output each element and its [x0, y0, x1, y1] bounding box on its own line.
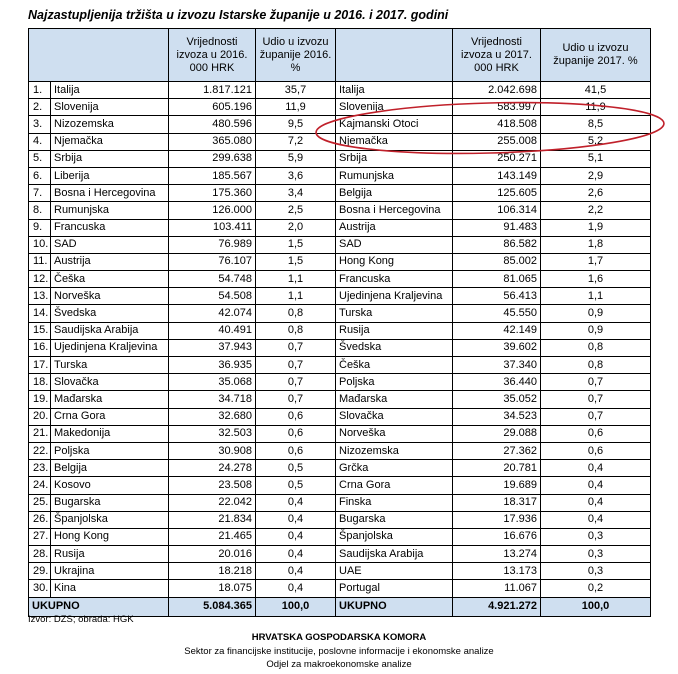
share-2016-cell: 0,5	[256, 477, 336, 494]
value-2017-cell: 45.550	[453, 305, 541, 322]
rank-cell: 21.	[29, 425, 51, 442]
value-2017-cell: 17.936	[453, 511, 541, 528]
country-2017-cell: Španjolska	[336, 528, 453, 545]
value-2017-cell: 255.008	[453, 133, 541, 150]
rank-cell: 28.	[29, 546, 51, 563]
share-2017-cell: 41,5	[541, 82, 651, 99]
table-row	[29, 339, 651, 356]
country-2016-cell: Ujedinjena Kraljevina	[51, 339, 169, 356]
share-2016-cell: 0,4	[256, 580, 336, 597]
table-row	[29, 253, 651, 270]
value-2017-cell: 81.065	[453, 271, 541, 288]
table-row	[29, 391, 651, 408]
share-2016-cell: 9,5	[256, 116, 336, 133]
share-2017-cell: 0,6	[541, 442, 651, 459]
share-2016-cell: 0,4	[256, 546, 336, 563]
share-2016-cell: 3,6	[256, 167, 336, 184]
share-2016-cell: 0,7	[256, 357, 336, 374]
country-2016-cell: Kosovo	[51, 477, 169, 494]
value-2017-cell: 106.314	[453, 202, 541, 219]
country-2017-cell: Bugarska	[336, 511, 453, 528]
value-2017-cell: 13.173	[453, 563, 541, 580]
table-row	[29, 546, 651, 563]
value-2016-cell: 185.567	[169, 167, 256, 184]
value-2016-cell: 42.074	[169, 305, 256, 322]
country-2017-cell: UAE	[336, 563, 453, 580]
country-2017-cell: Italija	[336, 82, 453, 99]
footer-sector: Sektor za financijske institucije, poslovne informacije i ekonomske analize	[184, 646, 494, 657]
rank-cell: 11.	[29, 253, 51, 270]
value-2016-cell: 37.943	[169, 339, 256, 356]
source-note: Izvor: DZS; obrada: HGK	[28, 614, 134, 625]
table-row	[29, 133, 651, 150]
value-2016-cell: 126.000	[169, 202, 256, 219]
rank-cell: 1.	[29, 82, 51, 99]
share-2016-cell: 0,7	[256, 391, 336, 408]
value-2016-cell: 40.491	[169, 322, 256, 339]
country-2016-cell: Nizozemska	[51, 116, 169, 133]
table-row	[29, 236, 651, 253]
value-2016-cell: 30.908	[169, 442, 256, 459]
share-2017-cell: 0,7	[541, 408, 651, 425]
value-2017-cell: 56.413	[453, 288, 541, 305]
share-2016-cell: 7,2	[256, 133, 336, 150]
country-2016-cell: Poljska	[51, 442, 169, 459]
country-2017-cell: Švedska	[336, 339, 453, 356]
table-row	[29, 374, 651, 391]
rank-cell: 15.	[29, 322, 51, 339]
share-2017-cell: 0,8	[541, 339, 651, 356]
country-2016-cell: Francuska	[51, 219, 169, 236]
table-row	[29, 408, 651, 425]
share-2016-cell: 0,4	[256, 528, 336, 545]
value-2016-cell: 22.042	[169, 494, 256, 511]
share-2017-cell: 1,1	[541, 288, 651, 305]
table-row	[29, 185, 651, 202]
rank-cell: 6.	[29, 167, 51, 184]
value-2017-cell: 36.440	[453, 374, 541, 391]
share-2017-cell: 0,9	[541, 322, 651, 339]
country-2016-cell: Hong Kong	[51, 528, 169, 545]
share-2016-cell: 3,4	[256, 185, 336, 202]
value-2017-cell: 2.042.698	[453, 82, 541, 99]
rank-cell: 26.	[29, 511, 51, 528]
country-2017-cell: Kajmanski Otoci	[336, 116, 453, 133]
country-2016-cell: Makedonija	[51, 425, 169, 442]
country-2017-cell: Hong Kong	[336, 253, 453, 270]
country-2016-cell: Slovenija	[51, 99, 169, 116]
share-2017-cell: 2,9	[541, 167, 651, 184]
rank-cell: 2.	[29, 99, 51, 116]
share-2016-cell: 0,6	[256, 425, 336, 442]
country-2017-cell: Grčka	[336, 460, 453, 477]
rank-cell: 23.	[29, 460, 51, 477]
share-2017-cell: 11,9	[541, 99, 651, 116]
table-row	[29, 82, 651, 99]
table-row	[29, 99, 651, 116]
table-row	[29, 477, 651, 494]
value-2016-cell: 76.107	[169, 253, 256, 270]
share-2017-cell: 1,6	[541, 271, 651, 288]
rank-cell: 5.	[29, 150, 51, 167]
table-row	[29, 442, 651, 459]
rank-cell: 12.	[29, 271, 51, 288]
total-label-2016: UKUPNO	[29, 597, 169, 616]
country-2016-cell: Bugarska	[51, 494, 169, 511]
rank-cell: 25.	[29, 494, 51, 511]
value-2016-cell: 32.503	[169, 425, 256, 442]
country-2017-cell: Rusija	[336, 322, 453, 339]
share-2016-cell: 1,5	[256, 253, 336, 270]
share-2017-cell: 0,6	[541, 425, 651, 442]
share-2017-cell: 0,4	[541, 477, 651, 494]
rank-cell: 16.	[29, 339, 51, 356]
table-row	[29, 563, 651, 580]
country-2016-cell: Crna Gora	[51, 408, 169, 425]
value-2016-cell: 21.465	[169, 528, 256, 545]
rank-cell: 9.	[29, 219, 51, 236]
table-row	[29, 322, 651, 339]
table-row	[29, 271, 651, 288]
value-2017-cell: 19.689	[453, 477, 541, 494]
share-2016-cell: 0,4	[256, 511, 336, 528]
value-2016-cell: 365.080	[169, 133, 256, 150]
value-2016-cell: 35.068	[169, 374, 256, 391]
share-2017-cell: 0,8	[541, 357, 651, 374]
country-2016-cell: Rusija	[51, 546, 169, 563]
value-2017-cell: 13.274	[453, 546, 541, 563]
header-value-2016: Vrijednosti izvoza u 2016. 000 HRK	[169, 29, 256, 82]
share-2016-cell: 0,4	[256, 563, 336, 580]
country-2017-cell: Češka	[336, 357, 453, 374]
table-row	[29, 202, 651, 219]
table-row	[29, 116, 651, 133]
share-2016-cell: 1,5	[256, 236, 336, 253]
value-2017-cell: 11.067	[453, 580, 541, 597]
share-2017-cell: 0,7	[541, 391, 651, 408]
share-2017-cell: 5,2	[541, 133, 651, 150]
share-2017-cell: 8,5	[541, 116, 651, 133]
country-2017-cell: Bosna i Hercegovina	[336, 202, 453, 219]
table-row	[29, 528, 651, 545]
table-row	[29, 580, 651, 597]
value-2016-cell: 175.360	[169, 185, 256, 202]
rank-cell: 7.	[29, 185, 51, 202]
value-2016-cell: 54.508	[169, 288, 256, 305]
country-2016-cell: SAD	[51, 236, 169, 253]
share-2016-cell: 0,6	[256, 408, 336, 425]
share-2016-cell: 2,5	[256, 202, 336, 219]
table-title: Najzastupljenija tržišta u izvozu Istarske županije u 2016. i 2017. godini	[28, 8, 449, 22]
value-2016-cell: 1.817.121	[169, 82, 256, 99]
country-2016-cell: Ukrajina	[51, 563, 169, 580]
share-2017-cell: 0,3	[541, 563, 651, 580]
share-2016-cell: 0,4	[256, 494, 336, 511]
country-2016-cell: Slovačka	[51, 374, 169, 391]
table-body	[29, 29, 651, 617]
share-2016-cell: 0,7	[256, 374, 336, 391]
export-markets-table	[28, 28, 651, 617]
value-2016-cell: 23.508	[169, 477, 256, 494]
country-2016-cell: Austrija	[51, 253, 169, 270]
rank-cell: 17.	[29, 357, 51, 374]
country-2017-cell: Nizozemska	[336, 442, 453, 459]
rank-cell: 22.	[29, 442, 51, 459]
share-2016-cell: 1,1	[256, 271, 336, 288]
value-2017-cell: 34.523	[453, 408, 541, 425]
value-2017-cell: 16.676	[453, 528, 541, 545]
value-2017-cell: 125.605	[453, 185, 541, 202]
share-2017-cell: 1,8	[541, 236, 651, 253]
rank-cell: 14.	[29, 305, 51, 322]
value-2016-cell: 36.935	[169, 357, 256, 374]
table-row	[29, 494, 651, 511]
country-2017-cell: Srbija	[336, 150, 453, 167]
share-2017-cell: 0,4	[541, 511, 651, 528]
share-2016-cell: 0,8	[256, 322, 336, 339]
share-2017-cell: 0,4	[541, 494, 651, 511]
value-2017-cell: 250.271	[453, 150, 541, 167]
country-2016-cell: Liberija	[51, 167, 169, 184]
share-2016-cell: 0,6	[256, 442, 336, 459]
country-2017-cell: Belgija	[336, 185, 453, 202]
country-2016-cell: Rumunjska	[51, 202, 169, 219]
country-2017-cell: SAD	[336, 236, 453, 253]
rank-cell: 18.	[29, 374, 51, 391]
table-row	[29, 150, 651, 167]
header-share-2016: Udio u izvozu županije 2016. %	[256, 29, 336, 82]
value-2016-cell: 20.016	[169, 546, 256, 563]
header-row	[29, 29, 651, 82]
share-2016-cell: 2,0	[256, 219, 336, 236]
table-row	[29, 167, 651, 184]
share-2017-cell: 0,9	[541, 305, 651, 322]
share-2017-cell: 0,4	[541, 460, 651, 477]
rank-cell: 10.	[29, 236, 51, 253]
country-2017-cell: Portugal	[336, 580, 453, 597]
total-share-2016: 100,0	[256, 597, 336, 616]
country-2017-cell: Njemačka	[336, 133, 453, 150]
table-row	[29, 219, 651, 236]
value-2016-cell: 76.989	[169, 236, 256, 253]
value-2017-cell: 143.149	[453, 167, 541, 184]
country-2016-cell: Njemačka	[51, 133, 169, 150]
country-2017-cell: Austrija	[336, 219, 453, 236]
value-2017-cell: 42.149	[453, 322, 541, 339]
country-2017-cell: Rumunjska	[336, 167, 453, 184]
rank-cell: 13.	[29, 288, 51, 305]
total-label-2017: UKUPNO	[336, 597, 453, 616]
country-2016-cell: Srbija	[51, 150, 169, 167]
rank-cell: 20.	[29, 408, 51, 425]
country-2016-cell: Češka	[51, 271, 169, 288]
rank-cell: 4.	[29, 133, 51, 150]
rank-cell: 3.	[29, 116, 51, 133]
country-2016-cell: Bosna i Hercegovina	[51, 185, 169, 202]
value-2016-cell: 18.218	[169, 563, 256, 580]
share-2016-cell: 5,9	[256, 150, 336, 167]
table-row	[29, 511, 651, 528]
header-value-2017: Vrijednosti izvoza u 2017. 000 HRK	[453, 29, 541, 82]
share-2017-cell: 1,7	[541, 253, 651, 270]
value-2016-cell: 34.718	[169, 391, 256, 408]
share-2016-cell: 0,5	[256, 460, 336, 477]
share-2016-cell: 35,7	[256, 82, 336, 99]
country-2017-cell: Francuska	[336, 271, 453, 288]
value-2017-cell: 39.602	[453, 339, 541, 356]
share-2017-cell: 5,1	[541, 150, 651, 167]
total-value-2017: 4.921.272	[453, 597, 541, 616]
header-blank-left	[29, 29, 169, 82]
value-2016-cell: 32.680	[169, 408, 256, 425]
table-row	[29, 460, 651, 477]
value-2017-cell: 35.052	[453, 391, 541, 408]
share-2016-cell: 1,1	[256, 288, 336, 305]
value-2016-cell: 21.834	[169, 511, 256, 528]
value-2017-cell: 20.781	[453, 460, 541, 477]
country-2016-cell: Norveška	[51, 288, 169, 305]
value-2017-cell: 18.317	[453, 494, 541, 511]
country-2017-cell: Mađarska	[336, 391, 453, 408]
rank-cell: 27.	[29, 528, 51, 545]
value-2017-cell: 91.483	[453, 219, 541, 236]
country-2016-cell: Italija	[51, 82, 169, 99]
rank-cell: 30.	[29, 580, 51, 597]
value-2016-cell: 480.596	[169, 116, 256, 133]
country-2016-cell: Turska	[51, 357, 169, 374]
value-2016-cell: 605.196	[169, 99, 256, 116]
country-2016-cell: Španjolska	[51, 511, 169, 528]
country-2016-cell: Kina	[51, 580, 169, 597]
country-2017-cell: Saudijska Arabija	[336, 546, 453, 563]
value-2017-cell: 85.002	[453, 253, 541, 270]
rank-cell: 24.	[29, 477, 51, 494]
country-2016-cell: Belgija	[51, 460, 169, 477]
country-2017-cell: Slovenija	[336, 99, 453, 116]
country-2017-cell: Finska	[336, 494, 453, 511]
share-2017-cell: 0,3	[541, 528, 651, 545]
footer-org: HRVATSKA GOSPODARSKA KOMORA	[251, 632, 427, 643]
country-2017-cell: Norveška	[336, 425, 453, 442]
share-2016-cell: 0,7	[256, 339, 336, 356]
header-blank-right	[336, 29, 453, 82]
rank-cell: 19.	[29, 391, 51, 408]
country-2017-cell: Crna Gora	[336, 477, 453, 494]
value-2017-cell: 583.997	[453, 99, 541, 116]
value-2016-cell: 54.748	[169, 271, 256, 288]
table-row	[29, 357, 651, 374]
value-2016-cell: 103.411	[169, 219, 256, 236]
country-2016-cell: Mađarska	[51, 391, 169, 408]
footer-department: Odjel za makroekonomske analize	[266, 659, 412, 670]
country-2016-cell: Švedska	[51, 305, 169, 322]
value-2016-cell: 24.278	[169, 460, 256, 477]
value-2016-cell: 299.638	[169, 150, 256, 167]
total-share-2017: 100,0	[541, 597, 651, 616]
share-2017-cell: 0,2	[541, 580, 651, 597]
value-2017-cell: 37.340	[453, 357, 541, 374]
share-2017-cell: 0,7	[541, 374, 651, 391]
value-2017-cell: 27.362	[453, 442, 541, 459]
table-row	[29, 425, 651, 442]
share-2017-cell: 2,6	[541, 185, 651, 202]
rank-cell: 8.	[29, 202, 51, 219]
share-2016-cell: 11,9	[256, 99, 336, 116]
share-2017-cell: 2,2	[541, 202, 651, 219]
header-share-2017: Udio u izvozu županije 2017. %	[541, 29, 651, 82]
value-2017-cell: 29.088	[453, 425, 541, 442]
rank-cell: 29.	[29, 563, 51, 580]
table-row	[29, 305, 651, 322]
table-row	[29, 288, 651, 305]
value-2017-cell: 418.508	[453, 116, 541, 133]
share-2017-cell: 0,3	[541, 546, 651, 563]
country-2017-cell: Poljska	[336, 374, 453, 391]
share-2017-cell: 1,9	[541, 219, 651, 236]
value-2017-cell: 86.582	[453, 236, 541, 253]
total-value-2016: 5.084.365	[169, 597, 256, 616]
country-2017-cell: Ujedinjena Kraljevina	[336, 288, 453, 305]
share-2016-cell: 0,8	[256, 305, 336, 322]
value-2016-cell: 18.075	[169, 580, 256, 597]
country-2017-cell: Slovačka	[336, 408, 453, 425]
country-2017-cell: Turska	[336, 305, 453, 322]
country-2016-cell: Saudijska Arabija	[51, 322, 169, 339]
